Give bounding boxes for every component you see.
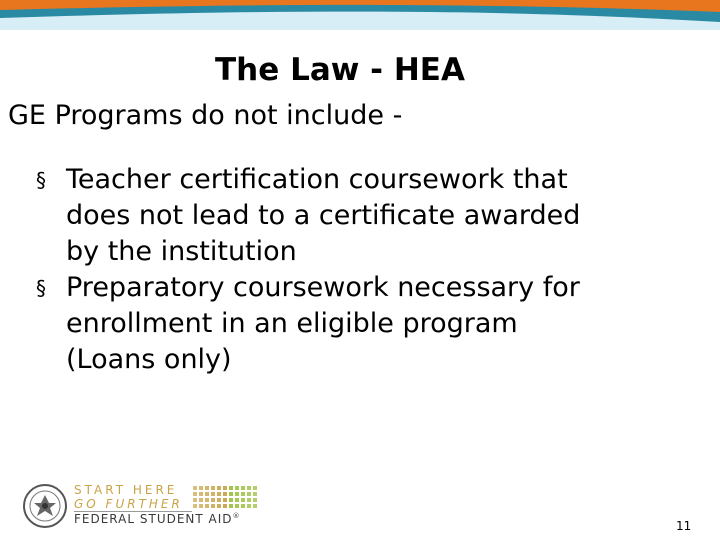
bullet-marker: §: [36, 168, 46, 192]
logo-dot: [211, 486, 215, 490]
logo-dot: [193, 498, 197, 502]
logo-dot: [235, 498, 239, 502]
bullet-marker: §: [36, 276, 46, 300]
logo-dot: [193, 492, 197, 496]
logo-dot: [253, 498, 257, 502]
department-seal-icon: [22, 483, 68, 529]
logo-dot: [241, 498, 245, 502]
logo-dot: [253, 504, 257, 508]
bullet-line: by the institution: [66, 236, 297, 267]
logo-dot: [247, 504, 251, 508]
bullet-line: Teacher certification coursework that: [66, 164, 568, 195]
logo-dot: [247, 498, 251, 502]
logo-dot: [205, 492, 209, 496]
logo-dot: [235, 504, 239, 508]
header-band: [0, 0, 720, 30]
logo-dot: [199, 498, 203, 502]
logo-dot: [211, 492, 215, 496]
dot-grid-icon: [192, 485, 262, 509]
logo-dot: [241, 504, 245, 508]
logo-start-text: START HERE: [74, 483, 178, 497]
logo-dot: [217, 492, 221, 496]
federal-student-aid-logo: [22, 481, 262, 531]
slide-title: The Law - HEA: [215, 52, 465, 88]
logo-dot: [241, 486, 245, 490]
bullet-line: Preparatory coursework necessary for: [66, 272, 580, 303]
logo-dot: [205, 498, 209, 502]
logo-dot: [211, 504, 215, 508]
logo-dot: [217, 498, 221, 502]
bullet-item: [36, 270, 696, 378]
logo-fsa-text: [74, 512, 241, 526]
logo-dot: [199, 504, 203, 508]
logo-dot: [241, 492, 245, 496]
logo-dot: [229, 486, 233, 490]
logo-dot: [229, 498, 233, 502]
logo-dot: [223, 498, 227, 502]
logo-dot: [253, 492, 257, 496]
bullet-line: (Loans only): [66, 344, 232, 375]
logo-dot: [253, 486, 257, 490]
logo-dot: [223, 492, 227, 496]
registered-mark: ®: [232, 512, 241, 520]
logo-dot: [235, 486, 239, 490]
logo-dot: [211, 498, 215, 502]
logo-dot: [229, 504, 233, 508]
logo-go-text: GO FURTHER: [74, 497, 183, 511]
logo-fsa-label: FEDERAL STUDENT AID: [74, 512, 233, 526]
logo-dot: [247, 492, 251, 496]
brand-wordmark: [74, 481, 264, 531]
logo-dot: [223, 486, 227, 490]
logo-dot: [217, 486, 221, 490]
logo-dot: [217, 504, 221, 508]
page-number: 11: [676, 519, 692, 533]
bullet-line: enrollment in an eligible program: [66, 308, 518, 339]
logo-dot: [205, 504, 209, 508]
logo-dot: [235, 492, 239, 496]
logo-dot: [205, 486, 209, 490]
bullet-item: [36, 162, 696, 270]
intro-text: GE Programs do not include -: [8, 100, 403, 131]
logo-dot: [193, 504, 197, 508]
bullet-list: [36, 162, 696, 378]
logo-dot: [199, 486, 203, 490]
logo-dot: [247, 486, 251, 490]
logo-dot: [223, 504, 227, 508]
logo-dot: [199, 492, 203, 496]
logo-dot: [229, 492, 233, 496]
bullet-line: does not lead to a certificate awarded: [66, 200, 581, 231]
logo-dot: [193, 486, 197, 490]
